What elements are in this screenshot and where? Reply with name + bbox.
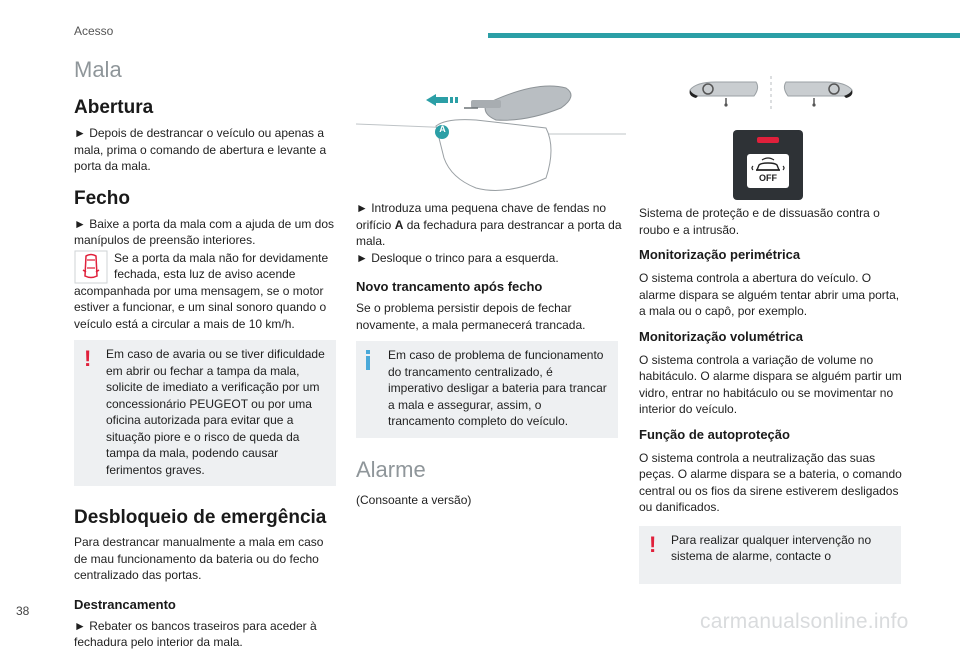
screwdriver-text-end: da fechadura para destrancar a porta da mala. — [356, 217, 622, 248]
screwdriver-text-label: A — [394, 217, 404, 232]
alarm-intro: Sistema de proteção e de dissuasão contra o roubo e a intrusão. — [639, 206, 880, 237]
screwdriver-text-start: ► Introduza uma pequena chave de fendas no orifício — [356, 201, 607, 232]
relock-heading: Novo trancamento após fecho — [356, 279, 543, 294]
relock-text: Se o problema persistir depois de fechar novamente, a mala permanecerá trancada. — [356, 301, 586, 332]
trunk-lock-illustration — [356, 78, 626, 196]
closing-text: ► Baixe a porta da mala com a ajuda de um dos manípulos de preensão interiores. — [74, 216, 335, 247]
alarm-off-button — [733, 130, 803, 200]
trunk-warning-text-a: Se a porta da mala não for devidamente — [114, 250, 329, 265]
warning-exclamation-icon: ! — [84, 346, 92, 371]
unlock-text: ► Rebater os bancos traseiros para aceder à fechadura pelo interior da mala. — [74, 618, 317, 649]
perimeter-heading: Monitorização perimétrica — [639, 247, 801, 262]
alarm-title: Alarme — [356, 456, 426, 482]
info-notice — [356, 341, 618, 438]
trunk-open-warning-icon — [74, 250, 108, 284]
info-icon — [366, 350, 370, 370]
latch-instruction: ► Desloque o trinco para a esquerda. — [356, 250, 559, 265]
emergency-text: Para destrancar manualmente a mala em caso de mau funcionamento da bateria ou do fecho centralizado das portas. — [74, 535, 324, 582]
warning-notice — [74, 340, 336, 486]
opening-heading: Abertura — [74, 97, 154, 118]
column-2 — [356, 200, 624, 508]
alarm-warning-text: Para realizar qualquer intervenção no sistema de alarme, contacte o — [671, 532, 872, 563]
selfprotection-text: O sistema controla a neutralização das suas peças. O alarme dispara se a bateria, o comando central ou os fios da sirene estiverem desligados ou danificados. — [639, 450, 902, 514]
column-1 — [74, 56, 336, 651]
alarm-button-label: OFF — [759, 173, 777, 183]
info-notice-text: Em caso de problema de funcionamento do trancamento centralizado, é imperativo desligar a bateria para trancar a mala e assegurar, assim, o trancamento completo do veículo. — [388, 348, 607, 428]
perimeter-text: O sistema controla a abertura do veículo. O alarme dispara se alguém tentar abrir uma porta, a mala ou o capô, por exemplo. — [639, 271, 900, 318]
volume-heading: Monitorização volumétrica — [639, 328, 803, 344]
volume-text: O sistema controla a variação de volume no habitáculo. O alarme dispara se alguém partir um vidro, entrar no habitáculo ou se movimentar no interior do veículo. — [639, 352, 902, 416]
closing-heading: Fecho — [74, 187, 130, 209]
trunk-warning-text-c: acompanhada por uma mensagem, se o motor estiver a funcionar, e um sinal sonoro quando o veículo está a circular a mais de 10 km/h. — [74, 283, 327, 331]
alarm-led-indicator — [757, 137, 779, 143]
figure-label-a: A — [439, 124, 446, 134]
selfprotection-heading: Função de autoproteção — [639, 426, 790, 442]
alarm-version-note: (Consoante a versão) — [356, 492, 472, 507]
alarm-sensors-illustration — [686, 74, 856, 114]
trunk-warning-text-b: fechada, esta luz de aviso acende — [114, 267, 296, 281]
screwdriver-instruction — [356, 200, 624, 250]
warning-notice-text: Em caso de avaria ou se tiver dificuldade em abrir ou fechar a tampa da mala, solicite de imediato a verificação por um concessionário PEUGEOT ou por uma oficina autorizada para evitar que a situação piore e o risco de queda da tampa da mala, podendo causar ferimentos graves. — [106, 347, 325, 477]
watermark: carmanualsonline.info — [700, 610, 909, 633]
warning-exclamation-icon: ! — [649, 531, 657, 557]
section-accent-bar — [488, 33, 960, 38]
trunk-warning-block — [74, 250, 336, 333]
unlock-heading: Destrancamento — [74, 596, 176, 612]
emergency-heading: Desbloqueio de emergência — [74, 507, 327, 528]
page-title: Mala — [74, 57, 122, 82]
alarm-button-face — [747, 154, 789, 188]
column-3 — [639, 205, 905, 584]
page-number: 38 — [16, 604, 30, 618]
section-label: Acesso — [74, 24, 114, 38]
opening-text: ► Depois de destrancar o veículo ou apenas a mala, prima o comando de abertura e levante a porta da mala. — [74, 126, 327, 173]
alarm-warning-notice — [639, 526, 901, 584]
